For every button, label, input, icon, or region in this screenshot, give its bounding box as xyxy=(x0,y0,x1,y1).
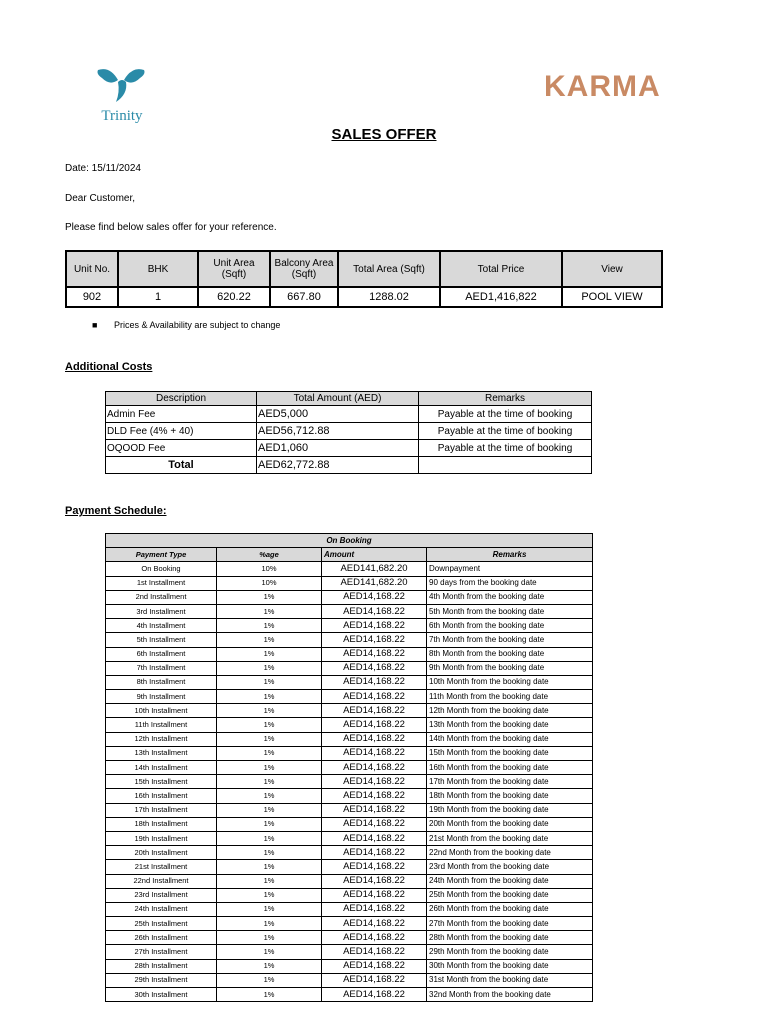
cost-total-label: Total xyxy=(106,457,257,474)
amount-cell: AED14,168.22 xyxy=(322,888,427,902)
percent-cell: 1% xyxy=(217,902,322,916)
payment-type-cell: 19th Installment xyxy=(106,831,217,845)
table-row xyxy=(106,562,593,576)
payment-group-header xyxy=(106,534,593,548)
amount-cell: AED14,168.22 xyxy=(322,775,427,789)
percent-cell: 1% xyxy=(217,761,322,775)
payment-type-cell: 21st Installment xyxy=(106,860,217,874)
percent-cell: 1% xyxy=(217,817,322,831)
amount-cell: AED14,168.22 xyxy=(322,675,427,689)
cost-total-remarks xyxy=(419,457,592,474)
table-row xyxy=(106,761,593,775)
payment-type-cell: 6th Installment xyxy=(106,647,217,661)
table-row xyxy=(106,917,593,931)
table-row xyxy=(106,690,593,704)
table-row xyxy=(106,675,593,689)
pay-header-type: Payment Type xyxy=(106,548,217,562)
remarks-cell: 23rd Month from the booking date xyxy=(427,860,593,874)
percent-cell: 1% xyxy=(217,973,322,987)
table-row xyxy=(106,831,593,845)
table-row xyxy=(106,888,593,902)
amount-cell: AED14,168.22 xyxy=(322,902,427,916)
amount-cell: AED14,168.22 xyxy=(322,860,427,874)
amount-cell: AED14,168.22 xyxy=(322,647,427,661)
remarks-cell: 26th Month from the booking date xyxy=(427,902,593,916)
remarks-cell: 12th Month from the booking date xyxy=(427,704,593,718)
intro-text: Please find below sales offer for your reference. xyxy=(65,222,277,233)
remarks-cell: 7th Month from the booking date xyxy=(427,633,593,647)
cost-total-value: AED62,772.88 xyxy=(257,457,419,474)
percent-cell: 1% xyxy=(217,718,322,732)
amount-cell: AED141,682.20 xyxy=(322,562,427,576)
payment-type-cell: 29th Installment xyxy=(106,973,217,987)
amount-cell: AED14,168.22 xyxy=(322,704,427,718)
cost-amount: AED56,712.88 xyxy=(257,423,419,440)
remarks-cell: 13th Month from the booking date xyxy=(427,718,593,732)
remarks-cell: 90 days from the booking date xyxy=(427,576,593,590)
payment-type-cell: 3rd Installment xyxy=(106,604,217,618)
payment-rows xyxy=(106,562,593,1002)
cost-row xyxy=(106,406,592,423)
payment-schedule-heading: Payment Schedule: xyxy=(65,505,167,517)
table-row xyxy=(106,945,593,959)
cost-total-row xyxy=(106,457,592,474)
percent-cell: 10% xyxy=(217,576,322,590)
percent-cell: 1% xyxy=(217,860,322,874)
table-row xyxy=(106,746,593,760)
remarks-cell: 22nd Month from the booking date xyxy=(427,846,593,860)
header-bhk: BHK xyxy=(118,251,198,287)
trinity-logo xyxy=(88,64,156,132)
percent-cell: 1% xyxy=(217,604,322,618)
percent-cell: 1% xyxy=(217,846,322,860)
percent-cell: 1% xyxy=(217,661,322,675)
amount-cell: AED14,168.22 xyxy=(322,803,427,817)
amount-cell: AED14,168.22 xyxy=(322,604,427,618)
amount-cell: AED14,168.22 xyxy=(322,718,427,732)
header-total-area: Total Area (Sqft) xyxy=(338,251,440,287)
payment-type-cell: 23rd Installment xyxy=(106,888,217,902)
remarks-cell: 4th Month from the booking date xyxy=(427,590,593,604)
karma-logo: KARMA xyxy=(544,70,661,103)
pay-header-remarks: Remarks xyxy=(427,548,593,562)
cell-unit-no: 902 xyxy=(66,287,118,307)
percent-cell: 1% xyxy=(217,690,322,704)
remarks-cell: 28th Month from the booking date xyxy=(427,931,593,945)
payment-type-cell: 1st Installment xyxy=(106,576,217,590)
trinity-logo-text: Trinity xyxy=(101,108,143,124)
group-header-on-booking: On Booking xyxy=(106,534,593,548)
header-total-price: Total Price xyxy=(440,251,562,287)
payment-schedule-table xyxy=(105,533,593,1002)
payment-type-cell: 13th Installment xyxy=(106,746,217,760)
unit-table-row xyxy=(66,287,662,307)
remarks-cell: 5th Month from the booking date xyxy=(427,604,593,618)
availability-note xyxy=(92,320,280,330)
cell-view: POOL VIEW xyxy=(562,287,662,307)
payment-type-cell: 22nd Installment xyxy=(106,874,217,888)
table-row xyxy=(106,661,593,675)
payment-type-cell: 27th Installment xyxy=(106,945,217,959)
percent-cell: 1% xyxy=(217,803,322,817)
cost-header-remarks: Remarks xyxy=(419,392,592,406)
date-line: Date: 15/11/2024 xyxy=(65,163,141,174)
amount-cell: AED14,168.22 xyxy=(322,590,427,604)
cost-header-description: Description xyxy=(106,392,257,406)
amount-cell: AED141,682.20 xyxy=(322,576,427,590)
cost-remarks: Payable at the time of booking xyxy=(419,406,592,423)
payment-type-cell: 8th Installment xyxy=(106,675,217,689)
percent-cell: 1% xyxy=(217,945,322,959)
cell-balcony-area: 667.80 xyxy=(270,287,338,307)
percent-cell: 1% xyxy=(217,647,322,661)
payment-type-cell: 16th Installment xyxy=(106,789,217,803)
amount-cell: AED14,168.22 xyxy=(322,846,427,860)
bullet-icon: ■ xyxy=(92,320,98,330)
amount-cell: AED14,168.22 xyxy=(322,761,427,775)
remarks-cell: Downpayment xyxy=(427,562,593,576)
payment-type-cell: 12th Installment xyxy=(106,732,217,746)
table-row xyxy=(106,874,593,888)
payment-column-headers xyxy=(106,548,593,562)
payment-type-cell: 26th Installment xyxy=(106,931,217,945)
amount-cell: AED14,168.22 xyxy=(322,661,427,675)
percent-cell: 1% xyxy=(217,675,322,689)
remarks-cell: 16th Month from the booking date xyxy=(427,761,593,775)
remarks-cell: 31st Month from the booking date xyxy=(427,973,593,987)
remarks-cell: 18th Month from the booking date xyxy=(427,789,593,803)
remarks-cell: 27th Month from the booking date xyxy=(427,917,593,931)
remarks-cell: 8th Month from the booking date xyxy=(427,647,593,661)
percent-cell: 1% xyxy=(217,831,322,845)
cost-remarks: Payable at the time of booking xyxy=(419,423,592,440)
amount-cell: AED14,168.22 xyxy=(322,831,427,845)
remarks-cell: 15th Month from the booking date xyxy=(427,746,593,760)
cost-table-header xyxy=(106,392,592,406)
table-row xyxy=(106,576,593,590)
table-row xyxy=(106,718,593,732)
percent-cell: 1% xyxy=(217,959,322,973)
table-row xyxy=(106,732,593,746)
amount-cell: AED14,168.22 xyxy=(322,917,427,931)
percent-cell: 1% xyxy=(217,633,322,647)
percent-cell: 1% xyxy=(217,988,322,1002)
percent-cell: 1% xyxy=(217,732,322,746)
remarks-cell: 19th Month from the booking date xyxy=(427,803,593,817)
percent-cell: 1% xyxy=(217,746,322,760)
percent-cell: 1% xyxy=(217,619,322,633)
amount-cell: AED14,168.22 xyxy=(322,874,427,888)
amount-cell: AED14,168.22 xyxy=(322,931,427,945)
cost-row xyxy=(106,440,592,457)
remarks-cell: 32nd Month from the booking date xyxy=(427,988,593,1002)
trinity-mark-icon xyxy=(88,64,156,108)
cell-bhk: 1 xyxy=(118,287,198,307)
note-text: Prices & Availability are subject to change xyxy=(113,320,281,330)
pay-header-amount: Amount xyxy=(322,548,427,562)
table-row xyxy=(106,619,593,633)
table-row xyxy=(106,647,593,661)
amount-cell: AED14,168.22 xyxy=(322,789,427,803)
additional-costs-table xyxy=(105,391,592,474)
table-row xyxy=(106,604,593,618)
remarks-cell: 10th Month from the booking date xyxy=(427,675,593,689)
payment-type-cell: 2nd Installment xyxy=(106,590,217,604)
payment-type-cell: 14th Installment xyxy=(106,761,217,775)
percent-cell: 10% xyxy=(217,562,322,576)
header-unit-area: Unit Area (Sqft) xyxy=(198,251,270,287)
cost-amount: AED1,060 xyxy=(257,440,419,457)
table-row xyxy=(106,959,593,973)
percent-cell: 1% xyxy=(217,775,322,789)
cost-amount: AED5,000 xyxy=(257,406,419,423)
remarks-cell: 14th Month from the booking date xyxy=(427,732,593,746)
payment-type-cell: On Booking xyxy=(106,562,217,576)
table-row xyxy=(106,988,593,1002)
cell-total-area: 1288.02 xyxy=(338,287,440,307)
amount-cell: AED14,168.22 xyxy=(322,619,427,633)
payment-type-cell: 7th Installment xyxy=(106,661,217,675)
cost-description: OQOOD Fee xyxy=(106,440,257,457)
page-title: SALES OFFER xyxy=(331,126,437,143)
payment-type-cell: 25th Installment xyxy=(106,917,217,931)
payment-type-cell: 5th Installment xyxy=(106,633,217,647)
amount-cell: AED14,168.22 xyxy=(322,732,427,746)
remarks-cell: 6th Month from the booking date xyxy=(427,619,593,633)
percent-cell: 1% xyxy=(217,874,322,888)
remarks-cell: 9th Month from the booking date xyxy=(427,661,593,675)
table-row xyxy=(106,846,593,860)
amount-cell: AED14,168.22 xyxy=(322,973,427,987)
table-row xyxy=(106,590,593,604)
payment-type-cell: 17th Installment xyxy=(106,803,217,817)
cost-remarks: Payable at the time of booking xyxy=(419,440,592,457)
amount-cell: AED14,168.22 xyxy=(322,690,427,704)
table-row xyxy=(106,803,593,817)
remarks-cell: 25th Month from the booking date xyxy=(427,888,593,902)
remarks-cell: 11th Month from the booking date xyxy=(427,690,593,704)
payment-type-cell: 30th Installment xyxy=(106,988,217,1002)
amount-cell: AED14,168.22 xyxy=(322,945,427,959)
payment-type-cell: 28th Installment xyxy=(106,959,217,973)
amount-cell: AED14,168.22 xyxy=(322,817,427,831)
remarks-cell: 30th Month from the booking date xyxy=(427,959,593,973)
table-row xyxy=(106,789,593,803)
header-view: View xyxy=(562,251,662,287)
amount-cell: AED14,168.22 xyxy=(322,633,427,647)
payment-type-cell: 9th Installment xyxy=(106,690,217,704)
unit-table-header xyxy=(66,251,662,287)
pay-header-percent: %age xyxy=(217,548,322,562)
table-row xyxy=(106,931,593,945)
table-row xyxy=(106,633,593,647)
percent-cell: 1% xyxy=(217,888,322,902)
payment-type-cell: 4th Installment xyxy=(106,619,217,633)
percent-cell: 1% xyxy=(217,931,322,945)
greeting: Dear Customer, xyxy=(65,193,136,204)
percent-cell: 1% xyxy=(217,789,322,803)
table-row xyxy=(106,704,593,718)
remarks-cell: 24th Month from the booking date xyxy=(427,874,593,888)
header-unit-no: Unit No. xyxy=(66,251,118,287)
payment-type-cell: 11th Installment xyxy=(106,718,217,732)
payment-type-cell: 18th Installment xyxy=(106,817,217,831)
payment-type-cell: 24th Installment xyxy=(106,902,217,916)
cost-header-amount: Total Amount (AED) xyxy=(257,392,419,406)
amount-cell: AED14,168.22 xyxy=(322,988,427,1002)
remarks-cell: 17th Month from the booking date xyxy=(427,775,593,789)
cost-description: Admin Fee xyxy=(106,406,257,423)
remarks-cell: 20th Month from the booking date xyxy=(427,817,593,831)
cell-unit-area: 620.22 xyxy=(198,287,270,307)
cost-description: DLD Fee (4% + 40) xyxy=(106,423,257,440)
table-row xyxy=(106,902,593,916)
table-row xyxy=(106,860,593,874)
payment-type-cell: 10th Installment xyxy=(106,704,217,718)
cost-row xyxy=(106,423,592,440)
percent-cell: 1% xyxy=(217,590,322,604)
remarks-cell: 21st Month from the booking date xyxy=(427,831,593,845)
percent-cell: 1% xyxy=(217,704,322,718)
payment-type-cell: 15th Installment xyxy=(106,775,217,789)
amount-cell: AED14,168.22 xyxy=(322,959,427,973)
payment-type-cell: 20th Installment xyxy=(106,846,217,860)
table-row xyxy=(106,775,593,789)
table-row xyxy=(106,973,593,987)
table-row xyxy=(106,817,593,831)
cell-total-price: AED1,416,822 xyxy=(440,287,562,307)
percent-cell: 1% xyxy=(217,917,322,931)
additional-costs-heading: Additional Costs xyxy=(65,361,153,373)
remarks-cell: 29th Month from the booking date xyxy=(427,945,593,959)
header-balcony-area: Balcony Area (Sqft) xyxy=(270,251,338,287)
unit-table xyxy=(65,250,663,308)
amount-cell: AED14,168.22 xyxy=(322,746,427,760)
